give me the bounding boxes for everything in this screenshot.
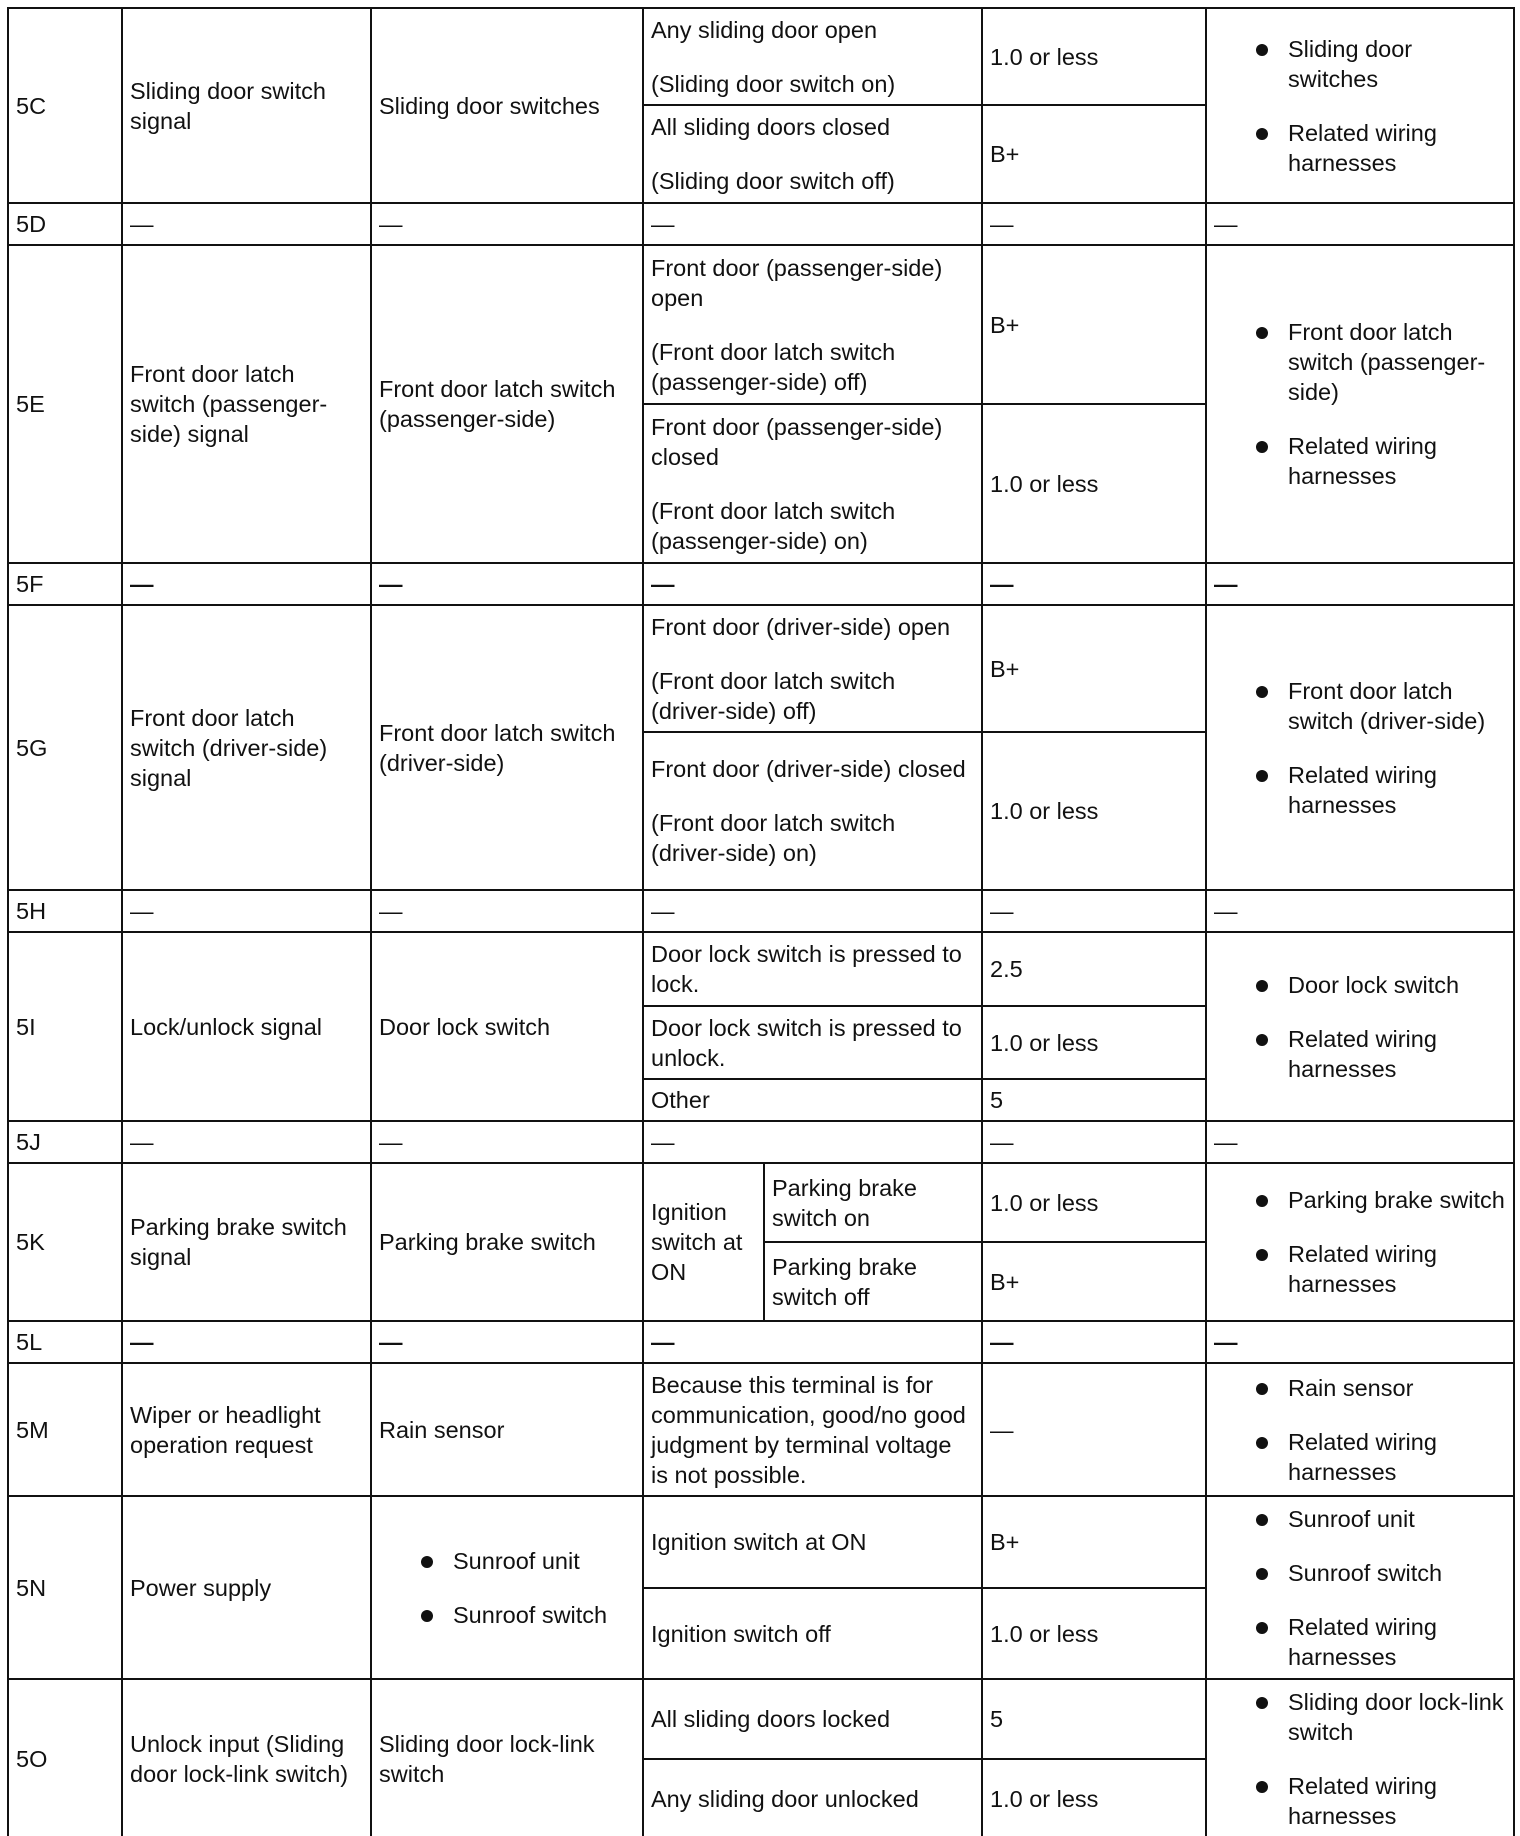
value-cell: 1.0 or less: [982, 8, 1206, 105]
dash-cell: —: [982, 890, 1206, 932]
check-item-cell: [1206, 1496, 1514, 1679]
check-item-cell: [1206, 1679, 1514, 1836]
value-cell: B+: [982, 1496, 1206, 1588]
dash-cell: —: [1206, 1321, 1514, 1363]
check-item: Front door latch switch (driver-side): [1214, 676, 1506, 736]
check-item-cell: [1206, 1163, 1514, 1321]
device-item: Sunroof unit: [379, 1546, 635, 1576]
device-cell: Parking brake switch: [371, 1163, 643, 1321]
terminal-cell: 5L: [8, 1321, 122, 1363]
sub-condition-cell: Parking brake switch on: [764, 1163, 982, 1242]
value-cell: 5: [982, 1679, 1206, 1759]
table-row: [8, 1163, 1514, 1242]
value-cell: 1.0 or less: [982, 1759, 1206, 1836]
table-row: [8, 563, 1514, 605]
dash-cell: —: [982, 563, 1206, 605]
table-row: [8, 1496, 1514, 1588]
table-row: [8, 1121, 1514, 1163]
value-cell: 2.5: [982, 932, 1206, 1006]
value-cell: 1.0 or less: [982, 1163, 1206, 1242]
condition-text: Front door (passenger-side) open: [651, 254, 943, 311]
condition-text: Front door (driver-side) open: [651, 613, 951, 640]
terminal-cell: 5K: [8, 1163, 122, 1321]
value-cell: 1.0 or less: [982, 404, 1206, 563]
value-cell: B+: [982, 245, 1206, 404]
dash-cell: —: [1206, 1121, 1514, 1163]
condition-note: (Front door latch switch (driver-side) off): [651, 667, 896, 724]
dash-cell: —: [371, 203, 643, 245]
dash-cell: —: [122, 203, 371, 245]
terminal-cell: 5O: [8, 1679, 122, 1836]
terminal-cell: 5J: [8, 1121, 122, 1163]
signal-cell: Front door latch switch (driver-side) signal: [122, 605, 371, 890]
condition-cell: [643, 732, 982, 890]
condition-cell: Door lock switch is pressed to lock.: [643, 932, 982, 1006]
device-cell: Door lock switch: [371, 932, 643, 1121]
dash-cell: —: [982, 203, 1206, 245]
dash-cell: —: [371, 563, 643, 605]
value-cell: 1.0 or less: [982, 732, 1206, 890]
check-item: Sunroof switch: [1214, 1558, 1506, 1588]
dash-cell: —: [1206, 563, 1514, 605]
terminal-cell: 5I: [8, 932, 122, 1121]
condition-text: Front door (driver-side) closed: [651, 756, 966, 782]
value-cell: B+: [982, 1242, 1206, 1321]
dash-cell: —: [371, 890, 643, 932]
check-item: Door lock switch: [1214, 970, 1506, 1000]
check-item: Front door latch switch (passenger-side): [1214, 317, 1506, 407]
table-row: [8, 8, 1514, 105]
terminal-spec-table: [7, 7, 1515, 1836]
check-item: Sliding door lock-link switch: [1214, 1687, 1506, 1747]
signal-cell: Sliding door switch signal: [122, 8, 371, 203]
sub-condition-cell: Parking brake switch off: [764, 1242, 982, 1321]
dash-cell: —: [371, 1321, 643, 1363]
condition-cell: [643, 404, 982, 563]
condition-note: (Sliding door switch off): [651, 168, 895, 194]
dash-cell: —: [643, 890, 982, 932]
device-cell: [371, 1496, 643, 1679]
check-item: Related wiring harnesses: [1214, 1024, 1506, 1084]
condition-cell: Ignition switch at ON: [643, 1496, 982, 1588]
dash-cell: —: [122, 1121, 371, 1163]
dash-cell: —: [122, 1321, 371, 1363]
table-row: [8, 1363, 1514, 1496]
dash-cell: —: [1206, 203, 1514, 245]
condition-cell: Any sliding door unlocked: [643, 1759, 982, 1836]
device-cell: Front door latch switch (driver-side): [371, 605, 643, 890]
check-item-cell: [1206, 1363, 1514, 1496]
condition-text: Any sliding door open: [651, 16, 878, 43]
value-cell: 1.0 or less: [982, 1588, 1206, 1679]
dash-cell: —: [643, 563, 982, 605]
value-cell: —: [982, 1363, 1206, 1496]
terminal-cell: 5H: [8, 890, 122, 932]
signal-cell: Wiper or headlight operation request: [122, 1363, 371, 1496]
condition-cell: [643, 105, 982, 203]
dash-cell: —: [371, 1121, 643, 1163]
value-cell: B+: [982, 105, 1206, 203]
check-item: Rain sensor: [1214, 1373, 1506, 1403]
dash-cell: —: [122, 890, 371, 932]
terminal-cell: 5F: [8, 563, 122, 605]
terminal-cell: 5N: [8, 1496, 122, 1679]
condition-cell: [643, 8, 982, 105]
signal-cell: Parking brake switch signal: [122, 1163, 371, 1321]
device-cell: Rain sensor: [371, 1363, 643, 1496]
signal-cell: Unlock input (Sliding door lock-link switch): [122, 1679, 371, 1836]
device-cell: Sliding door switches: [371, 8, 643, 203]
dash-cell: —: [982, 1321, 1206, 1363]
condition-note: (Sliding door switch on): [651, 70, 896, 97]
terminal-cell: 5C: [8, 8, 122, 203]
check-item: Related wiring harnesses: [1214, 118, 1506, 178]
device-cell: Sliding door lock-link switch: [371, 1679, 643, 1836]
condition-cell: Because this terminal is for communication, good/no good judgment by terminal voltage is not possible.: [643, 1363, 982, 1496]
value-cell: B+: [982, 605, 1206, 732]
check-item: Related wiring harnesses: [1214, 1612, 1506, 1672]
dash-cell: —: [643, 1321, 982, 1363]
condition-cell: Ignition switch at ON: [643, 1163, 764, 1321]
check-item: Related wiring harnesses: [1214, 1427, 1506, 1487]
table-row: [8, 605, 1514, 732]
dash-cell: —: [643, 1121, 982, 1163]
check-item: Related wiring harnesses: [1214, 431, 1506, 491]
table-row: [8, 203, 1514, 245]
check-item-cell: [1206, 605, 1514, 890]
condition-cell: [643, 605, 982, 732]
condition-cell: Ignition switch off: [643, 1588, 982, 1679]
condition-text: Front door (passenger-side) closed: [651, 413, 943, 470]
check-item-cell: [1206, 932, 1514, 1121]
check-item: Related wiring harnesses: [1214, 1771, 1506, 1831]
dash-cell: —: [643, 203, 982, 245]
condition-cell: [643, 245, 982, 404]
dash-cell: —: [1206, 890, 1514, 932]
terminal-cell: 5E: [8, 245, 122, 563]
check-item: Parking brake switch: [1214, 1185, 1506, 1215]
terminal-cell: 5M: [8, 1363, 122, 1496]
check-item-cell: [1206, 245, 1514, 563]
condition-text: All sliding doors closed: [651, 114, 891, 140]
table-row: [8, 932, 1514, 1006]
table-row: [8, 1321, 1514, 1363]
condition-note: (Front door latch switch (passenger-side) on): [651, 497, 896, 554]
device-item: Sunroof switch: [379, 1600, 635, 1630]
check-item: Sunroof unit: [1214, 1504, 1506, 1534]
table-row: [8, 245, 1514, 404]
condition-cell: All sliding doors locked: [643, 1679, 982, 1759]
value-cell: 5: [982, 1079, 1206, 1121]
condition-note: (Front door latch switch (driver-side) on): [651, 810, 896, 866]
signal-cell: Lock/unlock signal: [122, 932, 371, 1121]
value-cell: 1.0 or less: [982, 1006, 1206, 1079]
check-item: Related wiring harnesses: [1214, 1239, 1506, 1299]
condition-cell: Door lock switch is pressed to unlock.: [643, 1006, 982, 1079]
table-row: [8, 1679, 1514, 1759]
signal-cell: Power supply: [122, 1496, 371, 1679]
check-item-cell: [1206, 8, 1514, 203]
condition-cell: Other: [643, 1079, 982, 1121]
signal-cell: Front door latch switch (passenger-side) signal: [122, 245, 371, 563]
check-item: Sliding door switches: [1214, 34, 1506, 94]
table-row: [8, 890, 1514, 932]
condition-note: (Front door latch switch (passenger-side) off): [651, 338, 896, 395]
device-cell: Front door latch switch (passenger-side): [371, 245, 643, 563]
dash-cell: —: [982, 1121, 1206, 1163]
terminal-cell: 5G: [8, 605, 122, 890]
dash-cell: —: [122, 563, 371, 605]
check-item: Related wiring harnesses: [1214, 760, 1506, 820]
terminal-cell: 5D: [8, 203, 122, 245]
